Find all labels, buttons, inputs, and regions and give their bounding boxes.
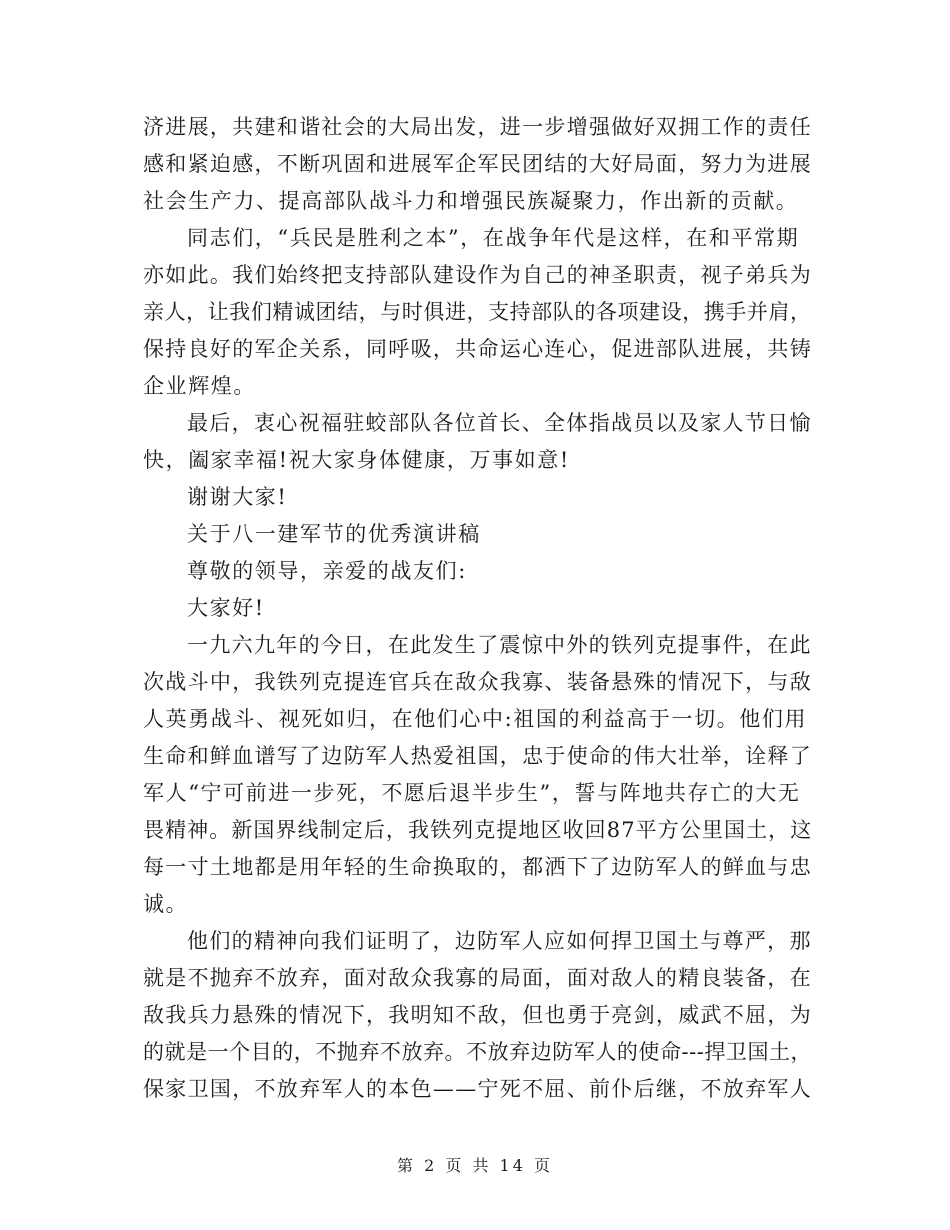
speech-title: 关于八一建军节的优秀演讲稿 bbox=[187, 522, 481, 546]
text-line: 亦如此。我们始终把支持部队建设作为自己的神圣职责，视子弟兵为 bbox=[143, 263, 812, 287]
text-line: 次战斗中，我铁列克提连官兵在敌众我寡、装备悬殊的情况下，与敌 bbox=[143, 670, 812, 694]
text-line: 诚。 bbox=[143, 892, 189, 916]
text-line: 企业辉煌。 bbox=[143, 374, 256, 398]
paragraph-first-line: 一九六九年的今日，在此发生了震惊中外的铁列克提事件，在此 bbox=[187, 633, 812, 657]
text-line: 军人“宁可前进一步死，不愿后退半步生”，誓与阵地共存亡的大无 bbox=[143, 781, 801, 805]
paragraph-first-line: 最后，衷心祝福驻蛟部队各位首长、全体指战员以及家人节日愉 bbox=[187, 411, 812, 435]
closing-line: 谢谢大家! bbox=[187, 485, 288, 509]
paragraph-first-line: 他们的精神向我们证明了，边防军人应如何捍卫国土与尊严，那 bbox=[187, 929, 812, 953]
salutation-line: 尊敬的领导，亲爱的战友们: bbox=[187, 559, 467, 583]
text-line: 社会生产力、提高部队战斗力和增强民族凝聚力，作出新的贡献。 bbox=[143, 189, 799, 213]
text-line: 人英勇战斗、视死如归，在他们心中:祖国的利益高于一切。他们用 bbox=[143, 707, 808, 731]
text-line: 保家卫国，不放弃军人的本色——宁死不屈、前仆后继，不放弃军人 bbox=[143, 1077, 812, 1101]
paragraph-first-line: 同志们，“兵民是胜利之本”，在战争年代是这样，在和平常期 bbox=[187, 226, 800, 250]
text-line: 济进展，共建和谐社会的大局出发，进一步增强做好双拥工作的责任 bbox=[143, 115, 812, 139]
text-line: 亲人，让我们精诚团结，与时俱进，支持部队的各项建设，携手并肩， bbox=[143, 300, 812, 324]
text-line: 保持良好的军企关系，同呼吸，共命运心连心，促进部队进展，共铸 bbox=[143, 337, 812, 361]
text-line: 每一寸土地都是用年轻的生命换取的，都洒下了边防军人的鲜血与忠 bbox=[143, 855, 812, 879]
page-number-label: 第 2 页 共 14 页 bbox=[397, 1156, 553, 1175]
text-line: 就是不抛弃不放弃，面对敌众我寡的局面，面对敌人的精良装备，在 bbox=[143, 966, 812, 990]
text-line: 敌我兵力悬殊的情况下，我明知不敌，但也勇于亮剑，威武不屈，为 bbox=[143, 1003, 812, 1027]
text-line: 的就是一个目的，不抛弃不放弃。不放弃边防军人的使命---捍卫国土， bbox=[143, 1040, 813, 1064]
greeting-line: 大家好! bbox=[187, 596, 265, 620]
text-line: 生命和鲜血谱写了边防军人热爱祖国，忠于使命的伟大壮举，诠释了 bbox=[143, 744, 812, 768]
text-line: 感和紧迫感，不断巩固和进展军企军民团结的大好局面，努力为进展 bbox=[143, 152, 812, 176]
text-line: 快，阖家幸福!祝大家身体健康，万事如意! bbox=[143, 448, 570, 472]
page-footer bbox=[0, 1153, 950, 1176]
text-line: 畏精神。新国界线制定后，我铁列克提地区收回87平方公里国土，这 bbox=[143, 818, 813, 842]
